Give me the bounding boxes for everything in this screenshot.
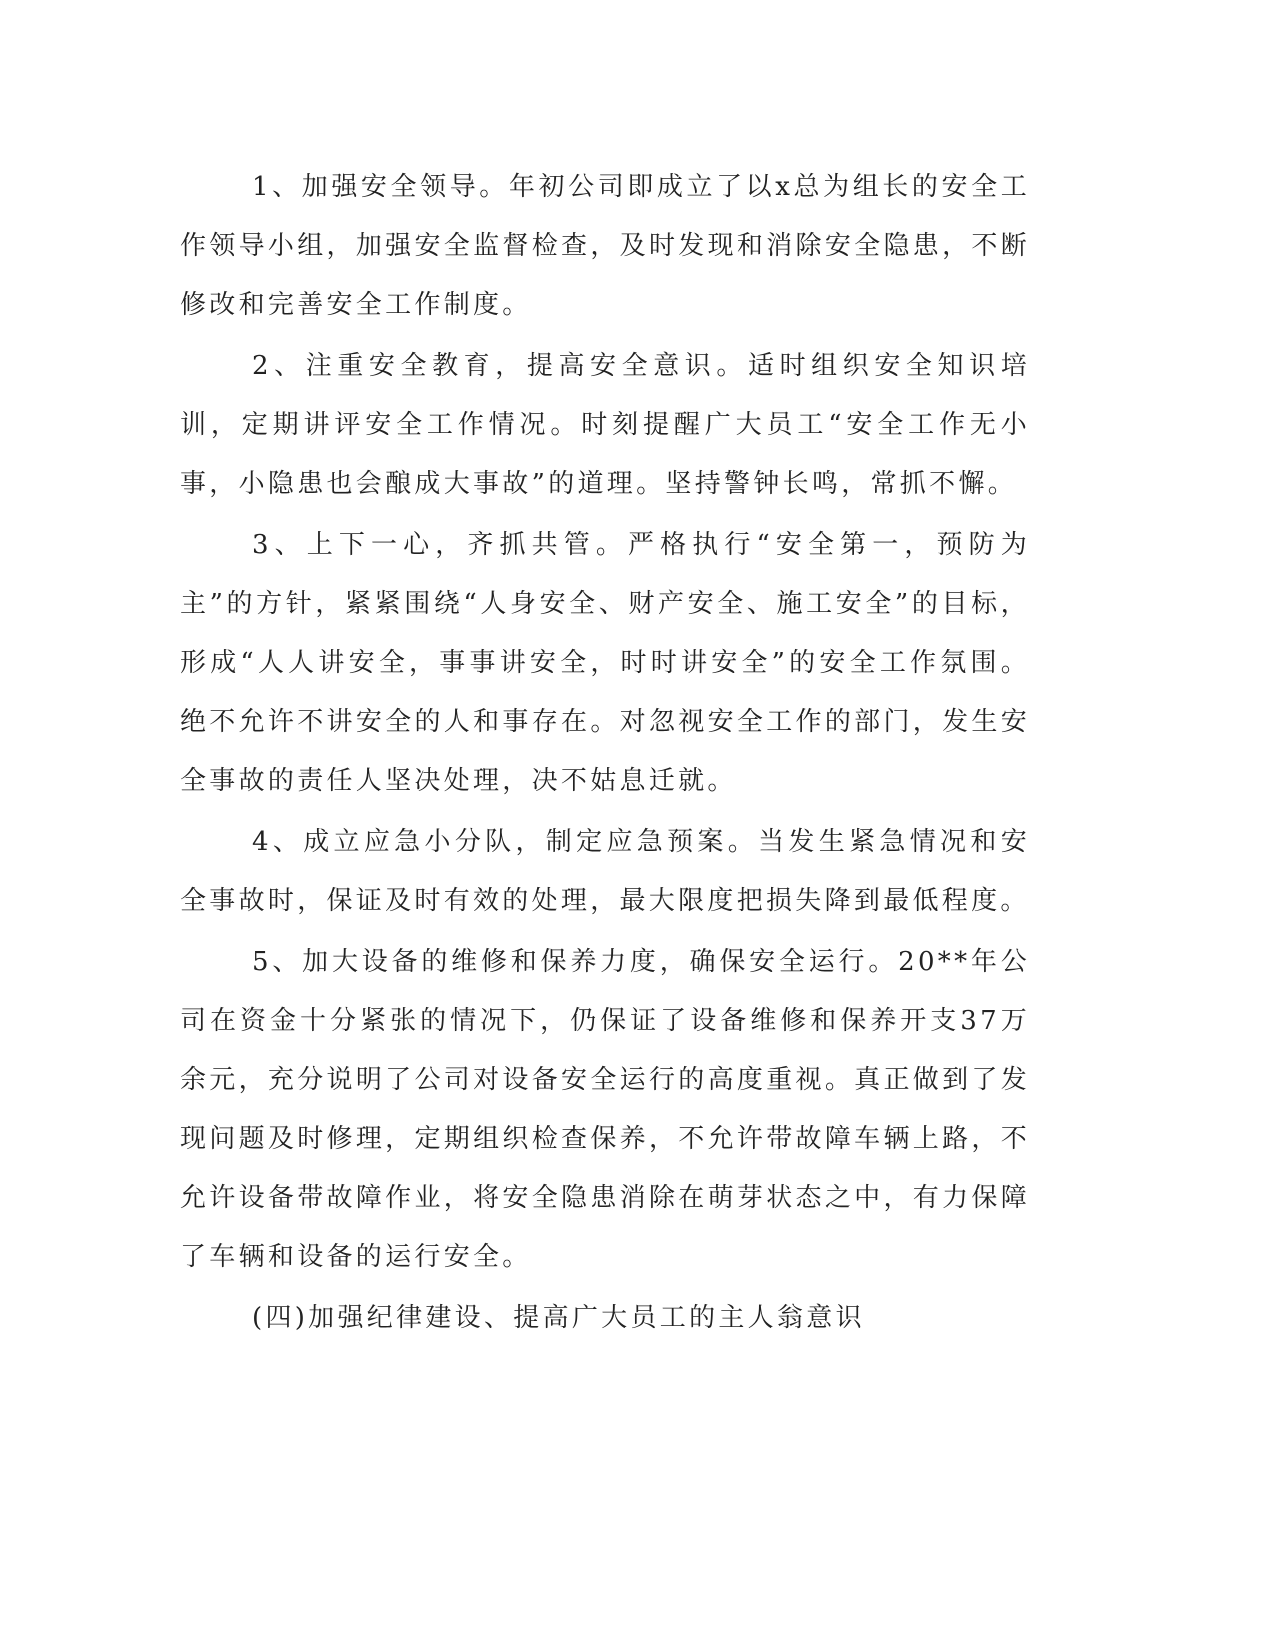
- paragraph-5: 5、加大设备的维修和保养力度，确保安全运行。20**年公司在资金十分紧张的情况下，仍保证了设备维修和保养开支37万余元，充分说明了公司对设备安全运行的高度重视。真正做到了发现问题及时修理，定期组织检查保养，不允许带故障车辆上路，不允许设备带故障作业，将安全隐患消除在萌芽状态之中，有力保障了车辆和设备的运行安全。: [180, 947, 1030, 1272]
- section-heading-4: (四)加强纪律建设、提高广大员工的主人翁意识: [252, 1303, 865, 1333]
- document-body: [180, 158, 1030, 1348]
- paragraph-3: 3、上下一心，齐抓共管。严格执行“安全第一，预防为主”的方针，紧紧围绕“人身安全、财产安全、施工安全”的目标，形成“人人讲安全，事事讲安全，时时讲安全”的安全工作氛围。绝不允许不讲安全的人和事存在。对忽视安全工作的部门，发生安全事故的责任人坚决处理，决不姑息迁就。: [180, 530, 1030, 796]
- paragraph-4: 4、成立应急小分队，制定应急预案。当发生紧急情况和安全事故时，保证及时有效的处理，最大限度把损失降到最低程度。: [180, 827, 1030, 916]
- paragraph-2: 2、注重安全教育，提高安全意识。适时组织安全知识培训，定期讲评安全工作情况。时刻提醒广大员工“安全工作无小事，小隐患也会酿成大事故”的道理。坚持警钟长鸣，常抓不懈。: [180, 351, 1030, 499]
- paragraph-1: 1、加强安全领导。年初公司即成立了以x总为组长的安全工作领导小组，加强安全监督检查，及时发现和消除安全隐患，不断修改和完善安全工作制度。: [180, 172, 1030, 320]
